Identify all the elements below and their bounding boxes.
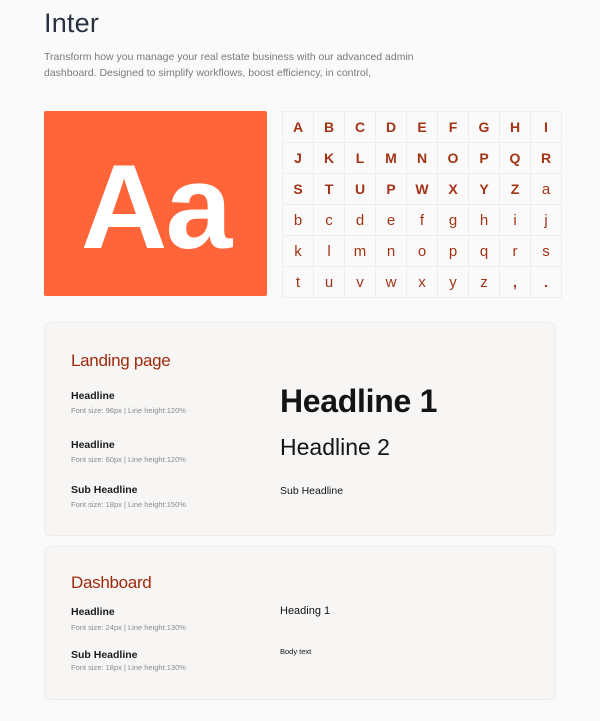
glyph-cell: P xyxy=(376,174,407,205)
glyph-cell: l xyxy=(314,236,345,267)
landing-page-title: Landing page xyxy=(71,351,171,370)
glyph-cell: n xyxy=(376,236,407,267)
glyph-cell: X xyxy=(438,174,469,205)
glyph-cell: r xyxy=(500,236,531,267)
glyph-cell: Z xyxy=(500,174,531,205)
glyph-cell: F xyxy=(438,112,469,143)
glyph-cell: I xyxy=(531,112,562,143)
spec-name: Sub Headline xyxy=(71,649,138,661)
glyph-cell: u xyxy=(314,267,345,298)
glyph-cell: h xyxy=(469,205,500,236)
body-text-sample: Body text xyxy=(280,647,312,656)
glyph-cell: U xyxy=(345,174,376,205)
glyph-cell: N xyxy=(407,143,438,174)
spec-meta: Font size: 24px | Line height:130% xyxy=(71,623,186,632)
glyph-cell: d xyxy=(345,205,376,236)
glyph-cell: W xyxy=(407,174,438,205)
spec-name: Headline xyxy=(71,439,115,451)
glyph-cell: R xyxy=(531,143,562,174)
glyph-grid xyxy=(282,111,562,298)
glyph-cell: S xyxy=(283,174,314,205)
dashboard-card xyxy=(44,546,556,700)
headline-2-sample: Headline 2 xyxy=(280,434,390,460)
glyph-cell: A xyxy=(283,112,314,143)
glyph-cell: g xyxy=(438,205,469,236)
page-title: Inter xyxy=(44,8,100,38)
glyph-cell: x xyxy=(407,267,438,298)
spec-name: Sub Headline xyxy=(71,484,138,496)
glyph-cell: o xyxy=(407,236,438,267)
glyph-cell: O xyxy=(438,143,469,174)
glyph-cell: c xyxy=(314,205,345,236)
spec-meta: Font size: 18px | Line height:150% xyxy=(71,500,186,509)
headline-1-sample: Headline 1 xyxy=(280,383,438,419)
glyph-cell: H xyxy=(500,112,531,143)
glyph-cell: a xyxy=(531,174,562,205)
glyph-cell: f xyxy=(407,205,438,236)
glyph-cell: j xyxy=(531,205,562,236)
glyph-cell: q xyxy=(469,236,500,267)
glyph-cell: G xyxy=(469,112,500,143)
glyph-cell: i xyxy=(500,205,531,236)
glyph-cell: z xyxy=(469,267,500,298)
glyph-cell: M xyxy=(376,143,407,174)
glyph-cell: w xyxy=(376,267,407,298)
glyph-cell: y xyxy=(438,267,469,298)
spec-meta: Font size: 18px | Line height:130% xyxy=(71,663,186,672)
spec-meta: Font size: 60px | Line height:120% xyxy=(71,455,186,464)
glyph-cell: b xyxy=(283,205,314,236)
glyph-cell: C xyxy=(345,112,376,143)
glyph-cell: s xyxy=(531,236,562,267)
type-specimen xyxy=(44,111,267,296)
glyph-cell: K xyxy=(314,143,345,174)
spec-meta: Font size: 96px | Line height:120% xyxy=(71,406,186,415)
glyph-cell: e xyxy=(376,205,407,236)
glyph-cell: J xyxy=(283,143,314,174)
page-description: Transform how you manage your real estate business with our advanced admin dashboard. Designed to simplify workflows, boost efficiency, in control, xyxy=(44,51,414,79)
glyph-cell: B xyxy=(314,112,345,143)
glyph-cell: p xyxy=(438,236,469,267)
glyph-cell: P xyxy=(469,143,500,174)
glyph-cell: . xyxy=(531,267,562,298)
glyph-cell: v xyxy=(345,267,376,298)
glyph-cell: L xyxy=(345,143,376,174)
spec-name: Headline xyxy=(71,390,115,402)
sub-headline-sample: Sub Headline xyxy=(280,485,344,497)
glyph-cell: t xyxy=(283,267,314,298)
glyph-cell: E xyxy=(407,112,438,143)
dashboard-title: Dashboard xyxy=(71,573,152,592)
spec-name: Headline xyxy=(71,606,115,618)
glyph-cell: m xyxy=(345,236,376,267)
heading-1-sample: Heading 1 xyxy=(280,605,331,617)
glyph-cell: Q xyxy=(500,143,531,174)
glyph-cell: k xyxy=(283,236,314,267)
landing-page-card xyxy=(44,322,556,536)
glyph-cell: D xyxy=(376,112,407,143)
glyph-cell: , xyxy=(500,267,531,298)
specimen-text: Aa xyxy=(80,139,231,274)
glyph-cell: T xyxy=(314,174,345,205)
glyph-cell: Y xyxy=(469,174,500,205)
